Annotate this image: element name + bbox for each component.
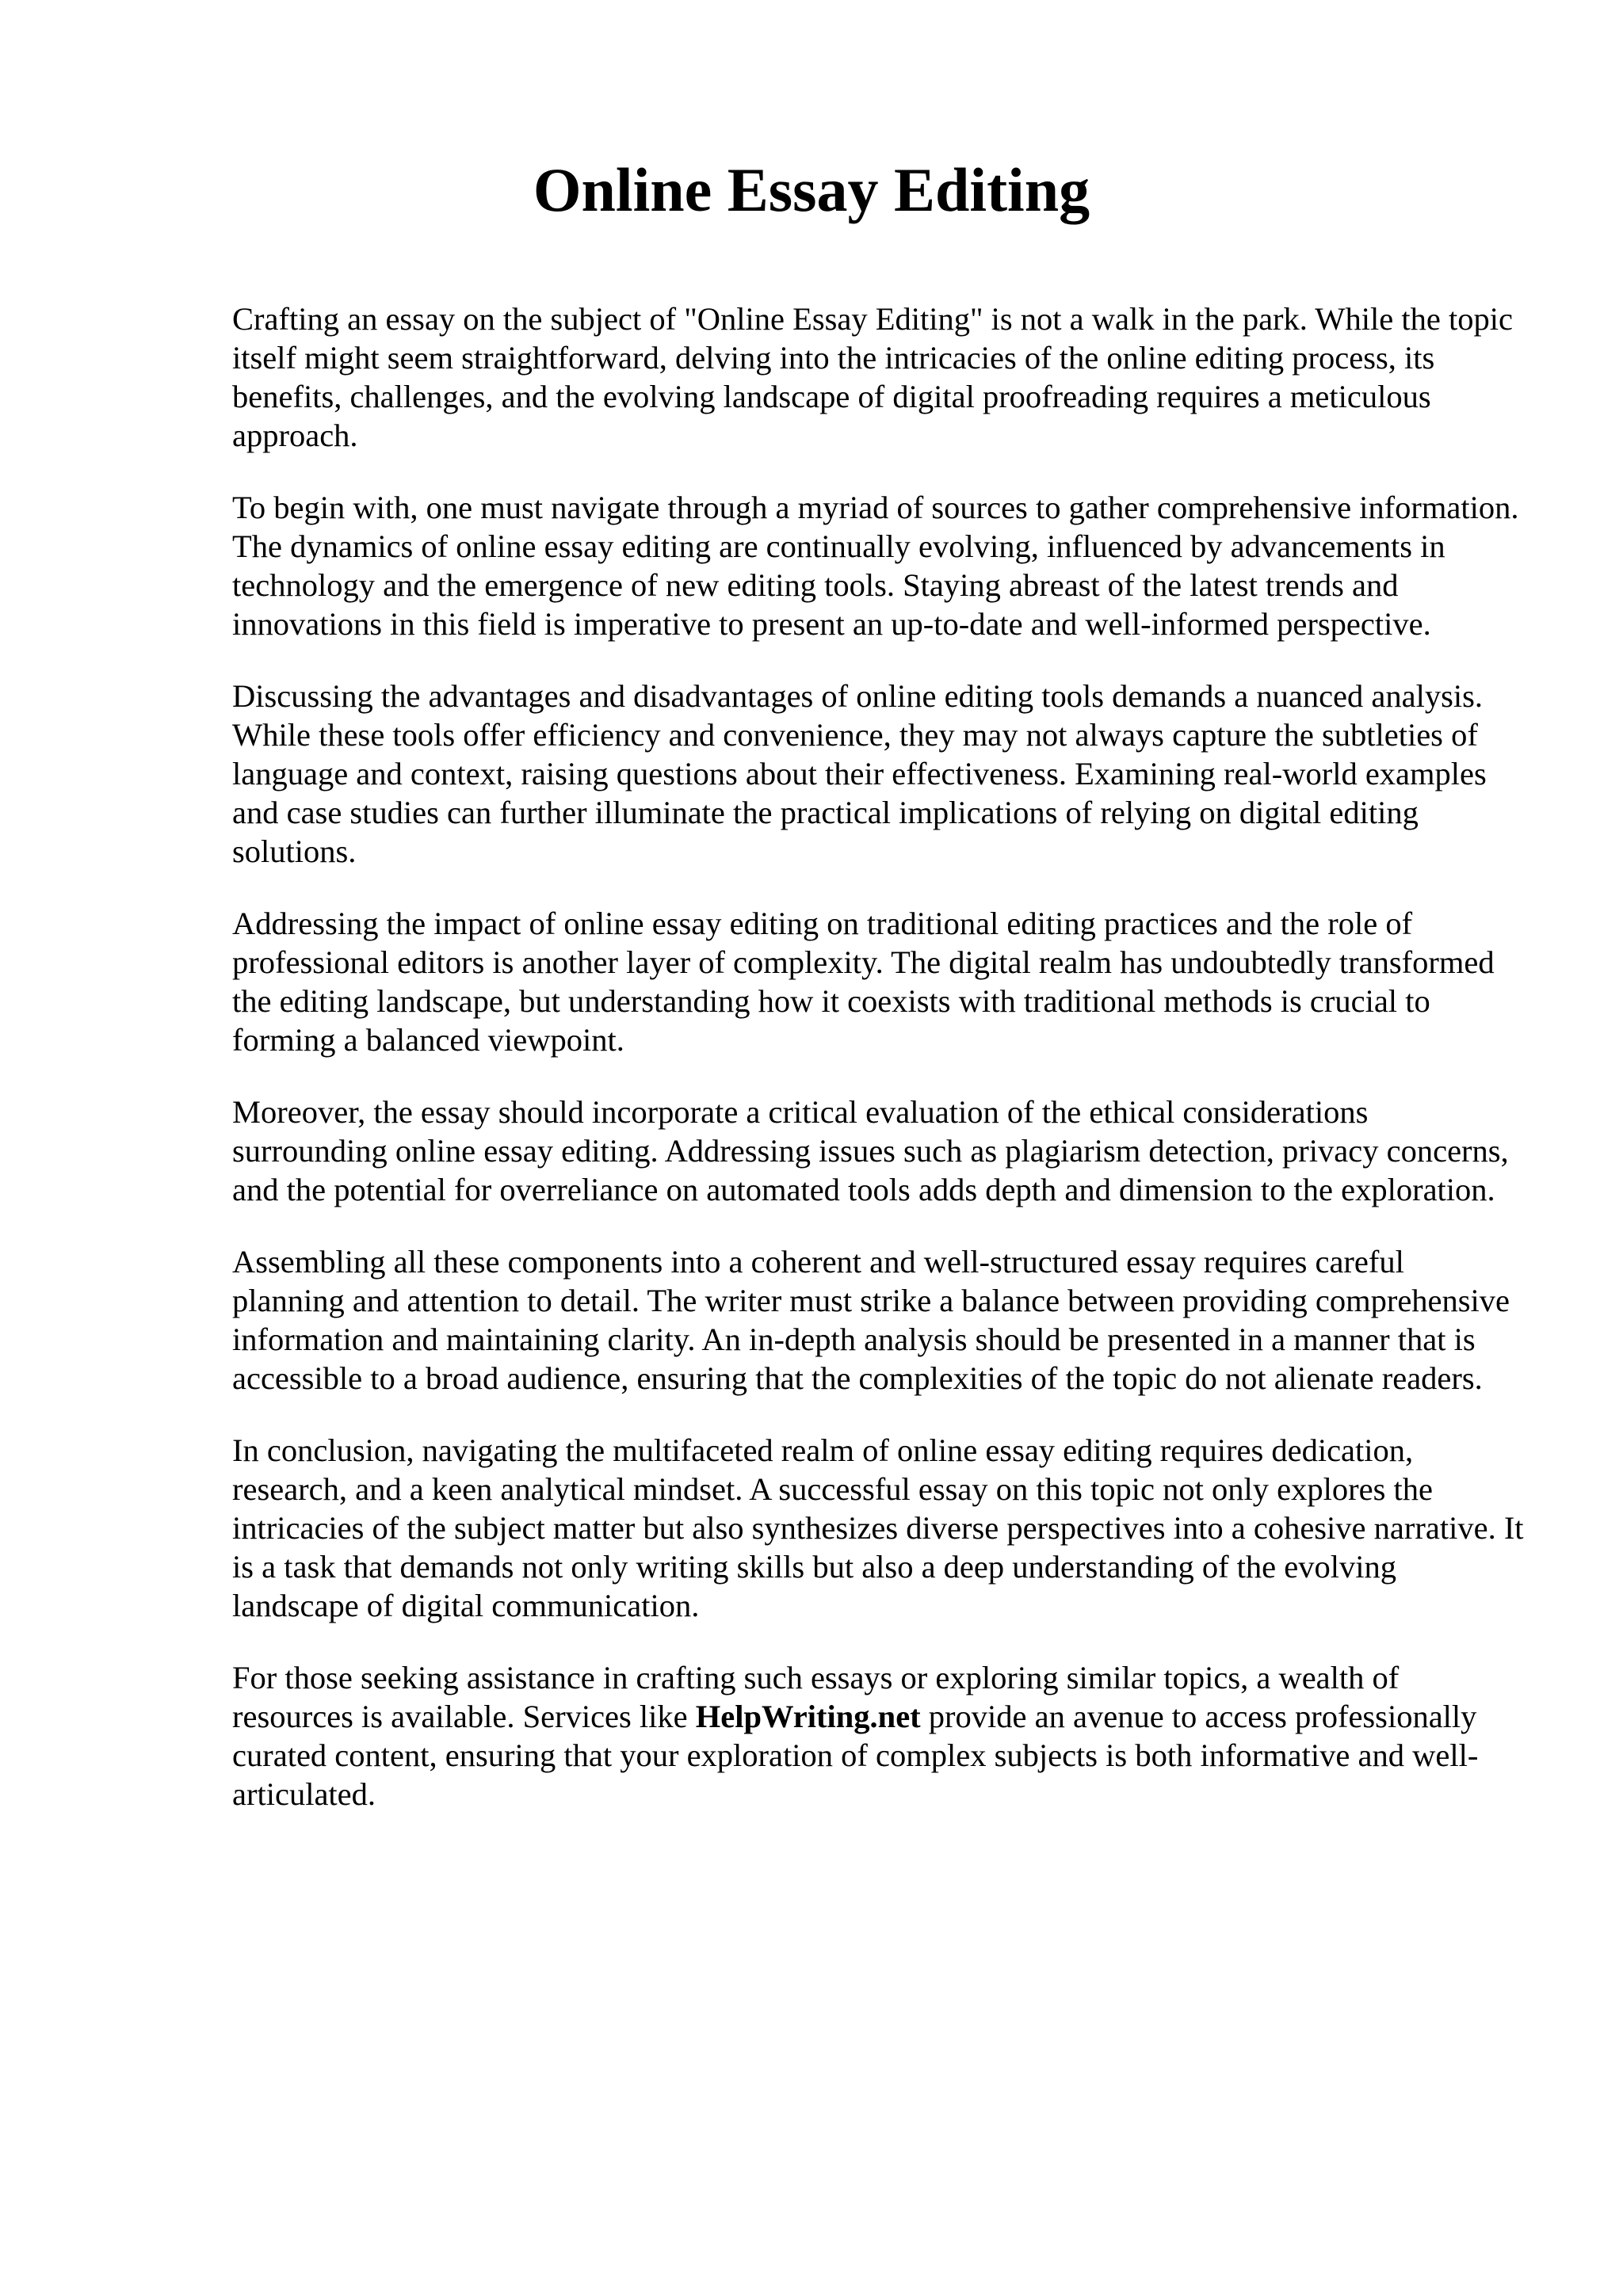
paragraph-8-lead-text: For those seeking assistance in crafting such essays or exploring similar topics, a wealth of resources is available. Services like [232, 1660, 1400, 1734]
paragraph-4: Addressing the impact of online essay editing on traditional editing practices and the role of professional editors is another layer of complexity. The digital realm has undoubtedly transformed the editing landscape, but understanding how it coexists with traditional methods is crucial to forming a balanced viewpoint. [232, 906, 1495, 1058]
paragraph-6: Assembling all these components into a coherent and well-structured essay requires careful planning and attention to detail. The writer must strike a balance between providing comprehensive information and maintaining clarity. An in-depth analysis should be presented in a manner that is accessible to a broad audience, ensuring that the complexities of the topic do not alienate readers. [232, 1244, 1510, 1396]
document-title: Online Essay Editing [533, 155, 1090, 224]
paragraph-5: Moreover, the essay should incorporate a critical evaluation of the ethical considerations surrounding online essay editing. Addressing issues such as plagiarism detection, privacy concerns, and the potential for overreliance on automated tools adds depth and dimension to the exploration. [232, 1094, 1509, 1207]
paragraph-3: Discussing the advantages and disadvantages of online editing tools demands a nuanced analysis. While these tools offer efficiency and convenience, they may not always capture the subtleties of language and context, raising questions about their effectiveness. Examining real-world examples and case studies can further illuminate the practical implications of relying on digital editing solutions. [232, 678, 1487, 869]
paragraph-1: Crafting an essay on the subject of "Online Essay Editing" is not a walk in the park. While the topic itself might seem straightforward, delving into the intricacies of the online editing process, its benefits, challenges, and the evolving landscape of digital proofreading requires a meticulous approach. [232, 301, 1513, 453]
paragraph-8 [232, 1658, 1524, 1814]
document-body [232, 299, 1524, 1814]
paragraph-7: In conclusion, navigating the multifaceted realm of online essay editing requires dedication, research, and a keen analytical mindset. A successful essay on this topic not only explores the intricacies of the subject matter but also synthesizes diverse perspectives into a cohesive narrative. It is a task that demands not only writing skills but also a deep understanding of the evolving landscape of digital communication. [232, 1432, 1524, 1623]
paragraph-8-trailing-text: provide an avenue to access professionally curated content, ensuring that your exploration of complex subjects is both informative and well-articulated. [232, 1699, 1479, 1812]
paragraph-2: To begin with, one must navigate through a myriad of sources to gather comprehensive information. The dynamics of online essay editing are continually evolving, influenced by advancements in technology and the emergence of new editing tools. Staying abreast of the latest trends and innovations in this field is imperative to present an up-to-date and well-informed perspective. [232, 490, 1519, 642]
brand-link[interactable]: HelpWriting.net [695, 1699, 921, 1734]
